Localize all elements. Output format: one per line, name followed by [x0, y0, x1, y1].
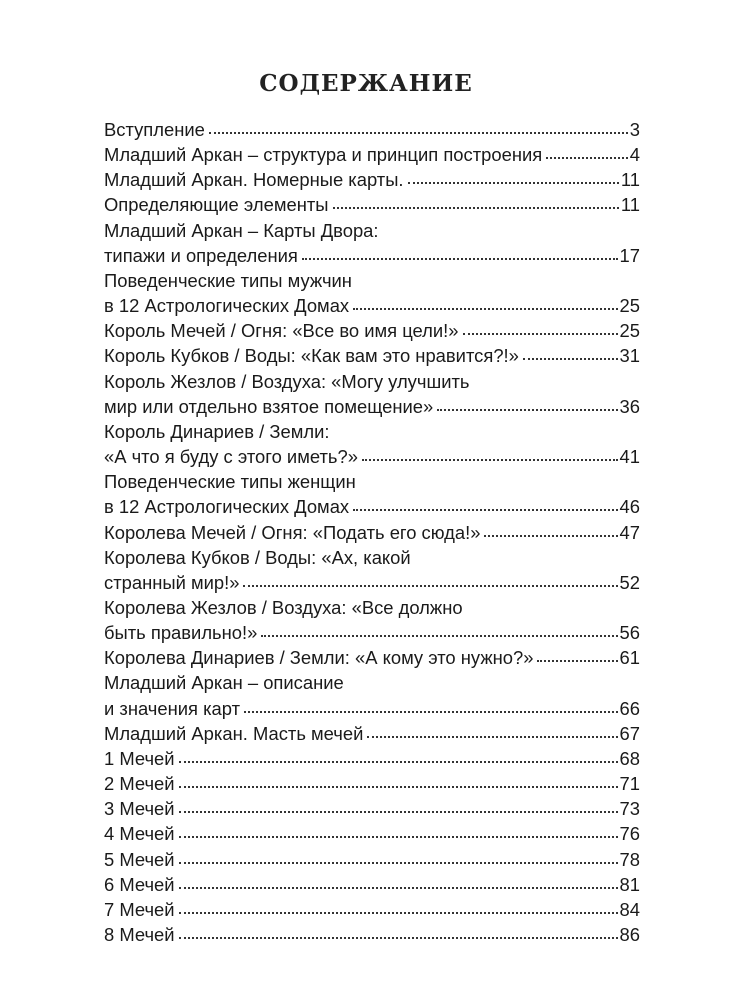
toc-entry-row	[104, 796, 640, 821]
toc-entry-row	[104, 645, 640, 670]
toc-entry	[104, 595, 640, 645]
toc-entry	[104, 469, 640, 519]
toc-entry	[104, 343, 640, 368]
toc-entry-title-line: 1 Мечей	[104, 747, 175, 769]
toc-page-number: 86	[619, 924, 640, 945]
toc-entry-title-line: Король Жезлов / Воздуха: «Могу улучшить	[104, 370, 470, 392]
toc-entry-row	[104, 318, 640, 343]
toc-page-number: 56	[619, 622, 640, 644]
toc-page-number: 67	[619, 722, 640, 744]
dot-leader	[484, 535, 617, 537]
toc-page-number: 78	[619, 848, 640, 870]
toc-entry	[104, 268, 640, 318]
toc-entry-row	[104, 444, 640, 469]
toc-entry-title-line: и значения карт	[104, 697, 241, 719]
dot-leader	[179, 761, 618, 763]
dot-leader	[261, 635, 617, 637]
toc-entry-title-line: 2 Мечей	[104, 773, 175, 795]
dot-leader	[353, 509, 617, 511]
toc-entry	[104, 922, 640, 947]
toc-page-number: 25	[619, 320, 640, 342]
dot-leader	[179, 887, 618, 889]
toc-entry-row	[104, 394, 640, 419]
toc-entry-title-line: Король Динариев / Земли:	[104, 420, 330, 442]
toc-entry-title-line: 5 Мечей	[104, 848, 175, 870]
toc-entry	[104, 897, 640, 922]
table-of-contents	[104, 117, 640, 947]
toc-entry-row	[104, 142, 640, 167]
dot-leader	[437, 409, 617, 411]
toc-entry-row	[104, 494, 640, 519]
toc-entry-row	[104, 821, 640, 846]
toc-entry	[104, 645, 640, 670]
dot-leader	[209, 132, 628, 134]
toc-entry	[104, 520, 640, 545]
toc-entry-title-line: Королева Мечей / Огня: «Подать его сюда!»	[104, 521, 481, 543]
toc-entry-title-line: Младший Аркан. Номерные карты.	[104, 169, 404, 191]
toc-entry-row	[104, 922, 640, 947]
toc-page-number: 31	[619, 345, 640, 367]
toc-page-number: 61	[619, 647, 640, 669]
dot-leader	[333, 207, 619, 209]
toc-page-number: 41	[619, 446, 640, 468]
toc-entry-row	[104, 520, 640, 545]
toc-entry-title-line: «А что я буду с этого иметь?»	[104, 446, 358, 468]
toc-entry-row	[104, 117, 640, 142]
toc-entry-title-line: Младший Аркан – структура и принцип построения	[104, 144, 543, 166]
toc-entry-row	[104, 872, 640, 897]
toc-entry-title-line: мир или отдельно взятое помещение»	[104, 395, 434, 417]
toc-page-number: 84	[619, 898, 640, 920]
page-title: СОДЕРЖАНИЕ	[259, 70, 473, 97]
toc-entry-row	[104, 343, 640, 368]
toc-entry	[104, 746, 640, 771]
toc-page-number: 52	[619, 571, 640, 593]
toc-entry	[104, 117, 640, 142]
dot-leader	[546, 157, 628, 159]
toc-page-number: 3	[629, 119, 640, 140]
dot-leader	[244, 711, 618, 713]
toc-page-number: 11	[620, 169, 640, 191]
dot-leader	[179, 786, 618, 788]
dot-leader	[463, 333, 618, 335]
toc-page-number: 17	[619, 244, 640, 266]
toc-entry	[104, 419, 640, 469]
toc-entry-title-line: в 12 Астрологических Домах	[104, 295, 350, 317]
toc-entry	[104, 872, 640, 897]
toc-entry	[104, 318, 640, 343]
toc-entry-title-line: 6 Мечей	[104, 873, 175, 895]
toc-entry	[104, 796, 640, 821]
toc-entry-title-line: странный мир!»	[104, 571, 240, 593]
toc-entry	[104, 821, 640, 846]
toc-entry-title-line: Король Кубков / Воды: «Как вам это нравится?!»	[104, 345, 519, 367]
toc-entry-title-line: Младший Аркан – Карты Двора:	[104, 219, 379, 241]
toc-entry	[104, 721, 640, 746]
dot-leader	[179, 937, 618, 939]
toc-entry-title-line: 4 Мечей	[104, 823, 175, 845]
dot-leader	[408, 182, 619, 184]
toc-entry	[104, 369, 640, 419]
toc-entry-row	[104, 897, 640, 922]
toc-entry-title-line: Королева Кубков / Воды: «Ах, какой	[104, 546, 411, 568]
toc-page-number: 4	[629, 144, 640, 166]
dot-leader	[362, 459, 618, 461]
toc-page-number: 36	[619, 395, 640, 417]
toc-entry-row	[104, 746, 640, 771]
toc-entry-title-line: Младший Аркан. Масть мечей	[104, 722, 364, 744]
toc-entry-title-line: Вступление	[104, 119, 205, 140]
toc-page-number: 76	[619, 823, 640, 845]
toc-page-number: 47	[619, 521, 640, 543]
toc-entry-row	[104, 192, 640, 217]
toc-entry-title-line: Король Мечей / Огня: «Все во имя цели!»	[104, 320, 459, 342]
toc-entry	[104, 192, 640, 217]
toc-entry-row	[104, 293, 640, 318]
toc-entry-title-line: Королева Жезлов / Воздуха: «Все должно	[104, 596, 463, 618]
toc-page-number: 25	[619, 295, 640, 317]
toc-entry	[104, 545, 640, 595]
dot-leader	[302, 258, 618, 260]
toc-entry	[104, 670, 640, 720]
dot-leader	[179, 912, 618, 914]
toc-page-number: 71	[619, 773, 640, 795]
toc-entry-row	[104, 721, 640, 746]
toc-entry-title-line: 7 Мечей	[104, 898, 175, 920]
toc-entry	[104, 167, 640, 192]
toc-entry	[104, 218, 640, 268]
dot-leader	[537, 660, 617, 662]
dot-leader	[367, 736, 617, 738]
toc-entry-row	[104, 243, 640, 268]
toc-entry-row	[104, 620, 640, 645]
toc-entry-title-line: Поведенческие типы женщин	[104, 471, 356, 493]
dot-leader	[179, 811, 618, 813]
dot-leader	[523, 358, 618, 360]
toc-page-number: 81	[619, 873, 640, 895]
toc-entry-row	[104, 696, 640, 721]
toc-entry-row	[104, 570, 640, 595]
dot-leader	[353, 308, 617, 310]
toc-entry-title-line: типажи и определения	[104, 244, 298, 266]
toc-entry	[104, 142, 640, 167]
toc-entry	[104, 847, 640, 872]
toc-entry-title-line: Королева Динариев / Земли: «А кому это нужно?»	[104, 647, 534, 669]
toc-entry-row	[104, 847, 640, 872]
toc-entry-title-line: Младший Аркан – описание	[104, 672, 344, 694]
dot-leader	[243, 585, 617, 587]
toc-page-number: 11	[620, 194, 640, 216]
toc-page-number: 73	[619, 798, 640, 820]
toc-page-number: 68	[619, 747, 640, 769]
toc-entry-row	[104, 167, 640, 192]
toc-entry	[104, 771, 640, 796]
toc-entry-title-line: быть правильно!»	[104, 622, 258, 644]
toc-entry-title-line: 8 Мечей	[104, 924, 175, 945]
toc-page-number: 46	[619, 496, 640, 518]
toc-entry-row	[104, 771, 640, 796]
toc-entry-title-line: Поведенческие типы мужчин	[104, 269, 352, 291]
dot-leader	[179, 836, 618, 838]
toc-page-number: 66	[619, 697, 640, 719]
toc-entry-title-line: в 12 Астрологических Домах	[104, 496, 350, 518]
toc-entry-title-line: 3 Мечей	[104, 798, 175, 820]
dot-leader	[179, 862, 618, 864]
toc-entry-title-line: Определяющие элементы	[104, 194, 329, 216]
